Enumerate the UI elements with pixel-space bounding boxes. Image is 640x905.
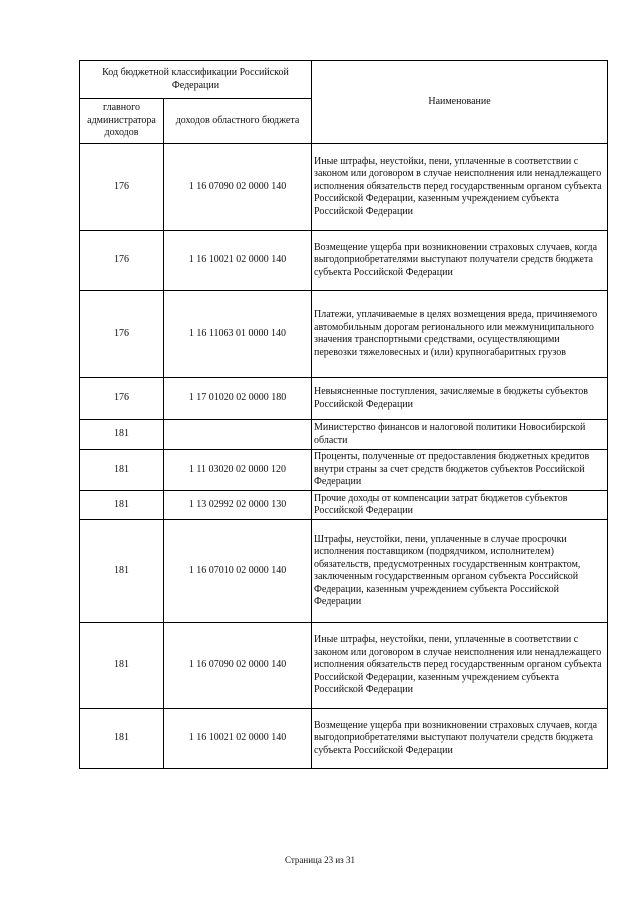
- cell-income-code: 1 13 02992 02 0000 130: [164, 491, 312, 520]
- cell-admin-code: 181: [80, 420, 164, 450]
- table-row: [80, 491, 608, 520]
- cell-admin-code: 176: [80, 378, 164, 420]
- cell-income-code: 1 16 07090 02 0000 140: [164, 144, 312, 231]
- budget-classification-table: [79, 60, 608, 769]
- table-row: [80, 291, 608, 378]
- table-row: [80, 450, 608, 491]
- cell-admin-code: 176: [80, 291, 164, 378]
- cell-income-code: 1 16 07090 02 0000 140: [164, 623, 312, 709]
- cell-income-code: 1 16 10021 02 0000 140: [164, 231, 312, 291]
- header-chief-administrator: главного администратора доходов: [80, 99, 164, 144]
- cell-name: Возмещение ущерба при возникновении страховых случаев, когда выгодоприобретателями выступают получатели средств бюджета субъекта Российской Федерации: [312, 231, 608, 291]
- cell-admin-code: 181: [80, 623, 164, 709]
- cell-name: Иные штрафы, неустойки, пени, уплаченные в соответствии с законом или договором в случае неисполнения или ненадлежащего исполнения обязательств перед государственным органом субъекта Российской Федерации, казенным учреждением субъекта Российской Федерации: [312, 144, 608, 231]
- header-group-budget-code: Код бюджетной классификации Российской Федерации: [80, 61, 312, 99]
- cell-income-code: [164, 420, 312, 450]
- cell-name: Штрафы, неустойки, пени, уплаченные в случае просрочки исполнения поставщиком (подрядчиком, исполнителем) обязательств, предусмотренных государственным контрактом, заключенным государственным органом субъекта Российской Федерации, казенным учреждением субъекта Российской Федерации: [312, 520, 608, 623]
- cell-name: Невыясненные поступления, зачисляемые в бюджеты субъектов Российской Федерации: [312, 378, 608, 420]
- table-row: [80, 420, 608, 450]
- table-row: [80, 709, 608, 769]
- table-row: [80, 520, 608, 623]
- cell-income-code: 1 16 07010 02 0000 140: [164, 520, 312, 623]
- cell-income-code: 1 16 10021 02 0000 140: [164, 709, 312, 769]
- table-row: [80, 378, 608, 420]
- cell-income-code: 1 17 01020 02 0000 180: [164, 378, 312, 420]
- cell-admin-code: 176: [80, 144, 164, 231]
- cell-admin-code: 176: [80, 231, 164, 291]
- table-row: [80, 144, 608, 231]
- page-number: Страница 23 из 31: [285, 855, 355, 865]
- cell-name: Платежи, уплачиваемые в целях возмещения вреда, причиняемого автомобильным дорогам регионального или межмуниципального значения транспортными средствами, осуществляющими перевозки тяжеловесных и (или) крупногабаритных грузов: [312, 291, 608, 378]
- cell-name: Проценты, полученные от предоставления бюджетных кредитов внутри страны за счет средств бюджетов субъектов Российской Федерации: [312, 450, 608, 491]
- cell-income-code: 1 11 03020 02 0000 120: [164, 450, 312, 491]
- table-row: [80, 623, 608, 709]
- cell-admin-code: 181: [80, 491, 164, 520]
- cell-name: Иные штрафы, неустойки, пени, уплаченные в соответствии с законом или договором в случае неисполнения или ненадлежащего исполнения обязательств перед государственным органом субъекта Российской Федерации, казенным учреждением субъекта Российской Федерации: [312, 623, 608, 709]
- header-name: Наименование: [312, 61, 608, 144]
- cell-admin-code: 181: [80, 520, 164, 623]
- cell-name: Министерство финансов и налоговой политики Новосибирской области: [312, 420, 608, 450]
- header-regional-budget-income: доходов областного бюджета: [164, 99, 312, 144]
- cell-admin-code: 181: [80, 709, 164, 769]
- cell-name: Возмещение ущерба при возникновении страховых случаев, когда выгодоприобретателями выступают получатели средств бюджета субъекта Российской Федерации: [312, 709, 608, 769]
- table-row: [80, 231, 608, 291]
- cell-name: Прочие доходы от компенсации затрат бюджетов субъектов Российской Федерации: [312, 491, 608, 520]
- cell-income-code: 1 16 11063 01 0000 140: [164, 291, 312, 378]
- cell-admin-code: 181: [80, 450, 164, 491]
